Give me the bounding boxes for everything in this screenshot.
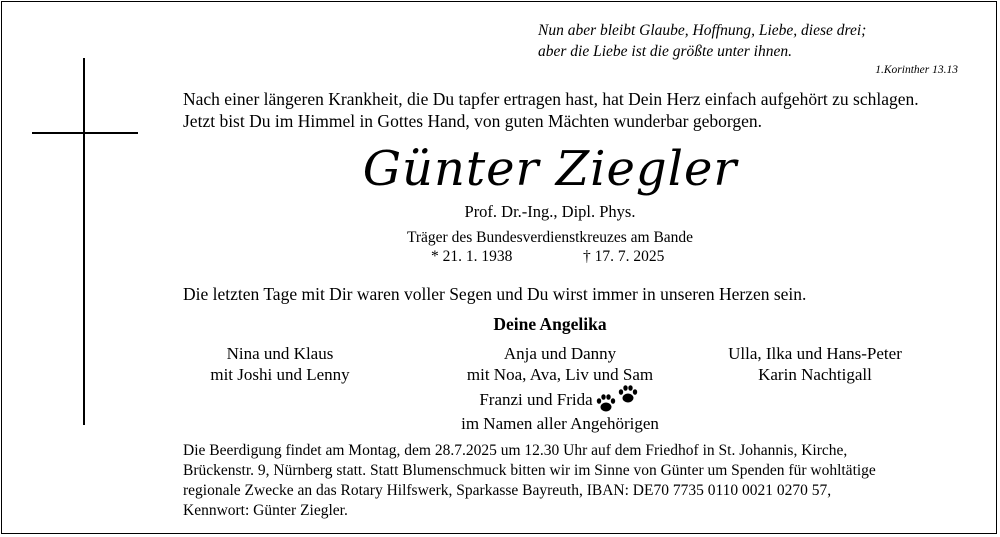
mourners-right bbox=[690, 343, 940, 385]
death-date: † 17. 7. 2025 bbox=[583, 248, 665, 265]
cross-horizontal-bar bbox=[32, 132, 138, 134]
mourners-left bbox=[160, 343, 400, 385]
signer-name: Deine Angelika bbox=[493, 314, 607, 334]
quote-line-2: aber die Liebe ist die größte unter ihnen. bbox=[538, 43, 792, 60]
deceased-name: Günter Ziegler bbox=[362, 141, 738, 197]
intro-line-2: Jetzt bist Du im Himmel in Gottes Hand, von guten Mächten wunderbar geborgen. bbox=[183, 111, 763, 131]
mourner-line: im Namen aller Angehörigen bbox=[461, 414, 659, 433]
funeral-line-4: Kennwort: Günter Ziegler. bbox=[183, 502, 348, 519]
intro-text bbox=[183, 88, 983, 132]
mourner-line: mit Joshi und Lenny bbox=[210, 365, 350, 384]
paw-prints-icon bbox=[595, 385, 641, 413]
closing-text: Die letzten Tage mit Dir waren voller Segen und Du wirst immer in unseren Herzen sein. bbox=[183, 284, 807, 304]
birth-date: * 21. 1. 1938 bbox=[431, 248, 513, 265]
intro-line-1: Nach einer längeren Krankheit, die Du tapfer ertragen hast, hat Dein Herz einfach aufgehört zu schlagen. bbox=[183, 89, 919, 109]
funeral-line-2: Brückenstr. 9, Nürnberg statt. Statt Blumenschmuck bitten wir im Sinne von Günter um Spenden für wohltätige bbox=[183, 462, 876, 479]
mourner-line: Karin Nachtigall bbox=[758, 365, 872, 384]
quote-line-1: Nun aber bleibt Glaube, Hoffnung, Liebe, diese drei; bbox=[538, 22, 867, 39]
funeral-line-1: Die Beerdigung findet am Montag, dem 28.7.2025 um 12.30 Uhr auf dem Friedhof in St. Johannis, Kirche, bbox=[183, 442, 848, 459]
funeral-line-3: regionale Zwecke an das Rotary Hilfswerk, Sparkasse Bayreuth, IBAN: DE70 7735 0110 0021 0270 57, bbox=[183, 482, 832, 499]
mourner-line: Ulla, Ilka und Hans-Peter bbox=[728, 344, 902, 363]
mourner-line: Franzi und Frida bbox=[479, 390, 593, 409]
deceased-award: Träger des Bundesverdienstkreuzes am Bande bbox=[406, 229, 694, 246]
mourner-line: mit Noa, Ava, Liv und Sam bbox=[466, 365, 654, 384]
mourners-middle bbox=[430, 343, 690, 434]
cross-vertical-bar bbox=[83, 58, 85, 425]
mourner-line: Anja und Danny bbox=[503, 344, 617, 363]
funeral-notice bbox=[183, 441, 971, 521]
mourner-line: Nina und Klaus bbox=[226, 344, 334, 363]
quote-reference: 1.Korinther 13.13 bbox=[875, 64, 958, 76]
bible-quote bbox=[538, 20, 958, 76]
mourner-line-with-paws bbox=[430, 385, 690, 413]
deceased-title: Prof. Dr.-Ing., Dipl. Phys. bbox=[464, 202, 636, 221]
